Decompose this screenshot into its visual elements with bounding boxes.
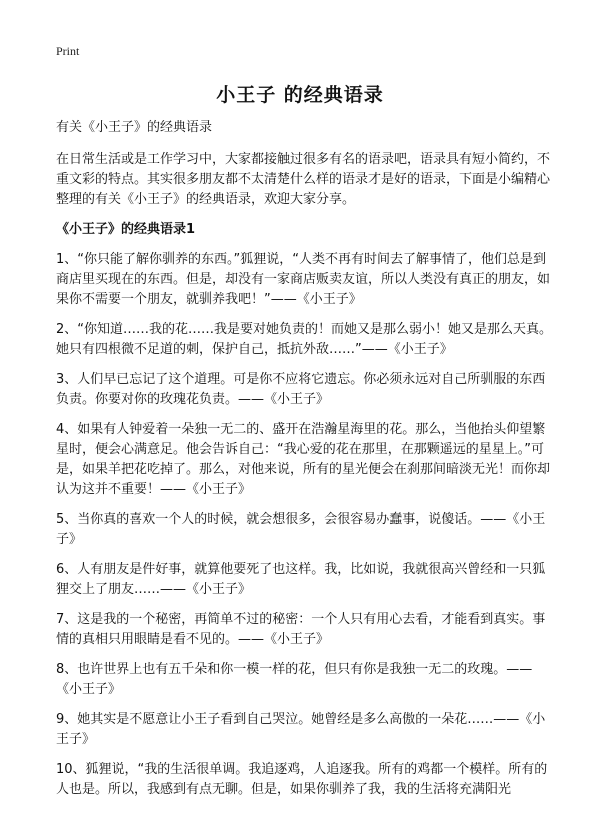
section-heading: 《小王子》的经典语录1 <box>56 222 196 237</box>
page-title: 小王子 的经典语录 <box>216 84 384 106</box>
quote-item: 1、“你只能了解你驯养的东西。”狐狸说，“人类不再有时间去了解事情了，他们总是到商店里买现在的东西。但是，却没有一家商店贩卖友谊，所以人类没有真正的朋友，如果你不需要一个朋友，就驯养我吧！”——《小王子》 <box>56 252 551 307</box>
quote-item: 3、人们早已忘记了这个道理。可是你不应将它遗忘。你必须永远对自己所驯服的东西负责。你要对你的玫瑰花负责。——《小王子》 <box>56 372 546 407</box>
quote-item: 5、当你真的喜欢一个人的时候，就会想很多，会很容易办蠢事，说傻话。——《小王子》 <box>56 512 546 547</box>
article-subtitle: 有关《小王子》的经典语录 <box>56 120 213 135</box>
intro-paragraph: 在日常生活或是工作学习中，大家都接触过很多有名的语录吧，语录具有短小简约，不重文彩的特点。其实很多朋友都不太清楚什么样的语录才是好的语录，下面是小编精心整理的有关《小王子》的经典语录，欢迎大家分享。 <box>56 152 551 207</box>
quote-item: 4、如果有人钟爱着一朵独一无二的、盛开在浩瀚星海里的花。那么，当他抬头仰望繁星时，便会心满意足。他会告诉自己：“我心爱的花在那里，在那颗遥远的星星上。”可是，如果羊把花吃掉了。那么，对他来说，所有的星光便会在刹那间暗淡无光！而你却认为这并不重要！——《小王子》 <box>56 422 551 497</box>
quote-item: 9、她其实是不愿意让小王子看到自己哭泣。她曾经是多么高傲的一朵花……——《小王子》 <box>56 712 546 747</box>
article-body <box>56 118 552 810</box>
quote-item: 8、也许世界上也有五千朵和你一模一样的花，但只有你是我独一无二的玫瑰。——《小王子》 <box>56 662 533 697</box>
quote-item: 6、人有朋友是件好事，就算他要死了也这样。我，比如说，我就很高兴曾经和一只狐狸交上了朋友……——《小王子》 <box>56 562 546 597</box>
quote-item: 2、“你知道……我的花……我是要对她负责的！而她又是那么弱小！她又是那么天真。她只有四根微不足道的刺，保护自己，抵抗外敌……”——《小王子》 <box>56 322 553 357</box>
quote-item: 7、这是我的一个秘密，再简单不过的秘密：一个人只有用心去看，才能看到真实。事情的真相只用眼睛是看不见的。——《小王子》 <box>56 612 546 647</box>
quote-item: 10、狐狸说，“我的生活很单调。我追逐鸡，人追逐我。所有的鸡都一个模样。所有的人也是。所以，我感到有点无聊。但是，如果你驯养了我，我的生活将充满阳光 <box>56 762 548 797</box>
print-link[interactable]: Print <box>56 44 80 58</box>
